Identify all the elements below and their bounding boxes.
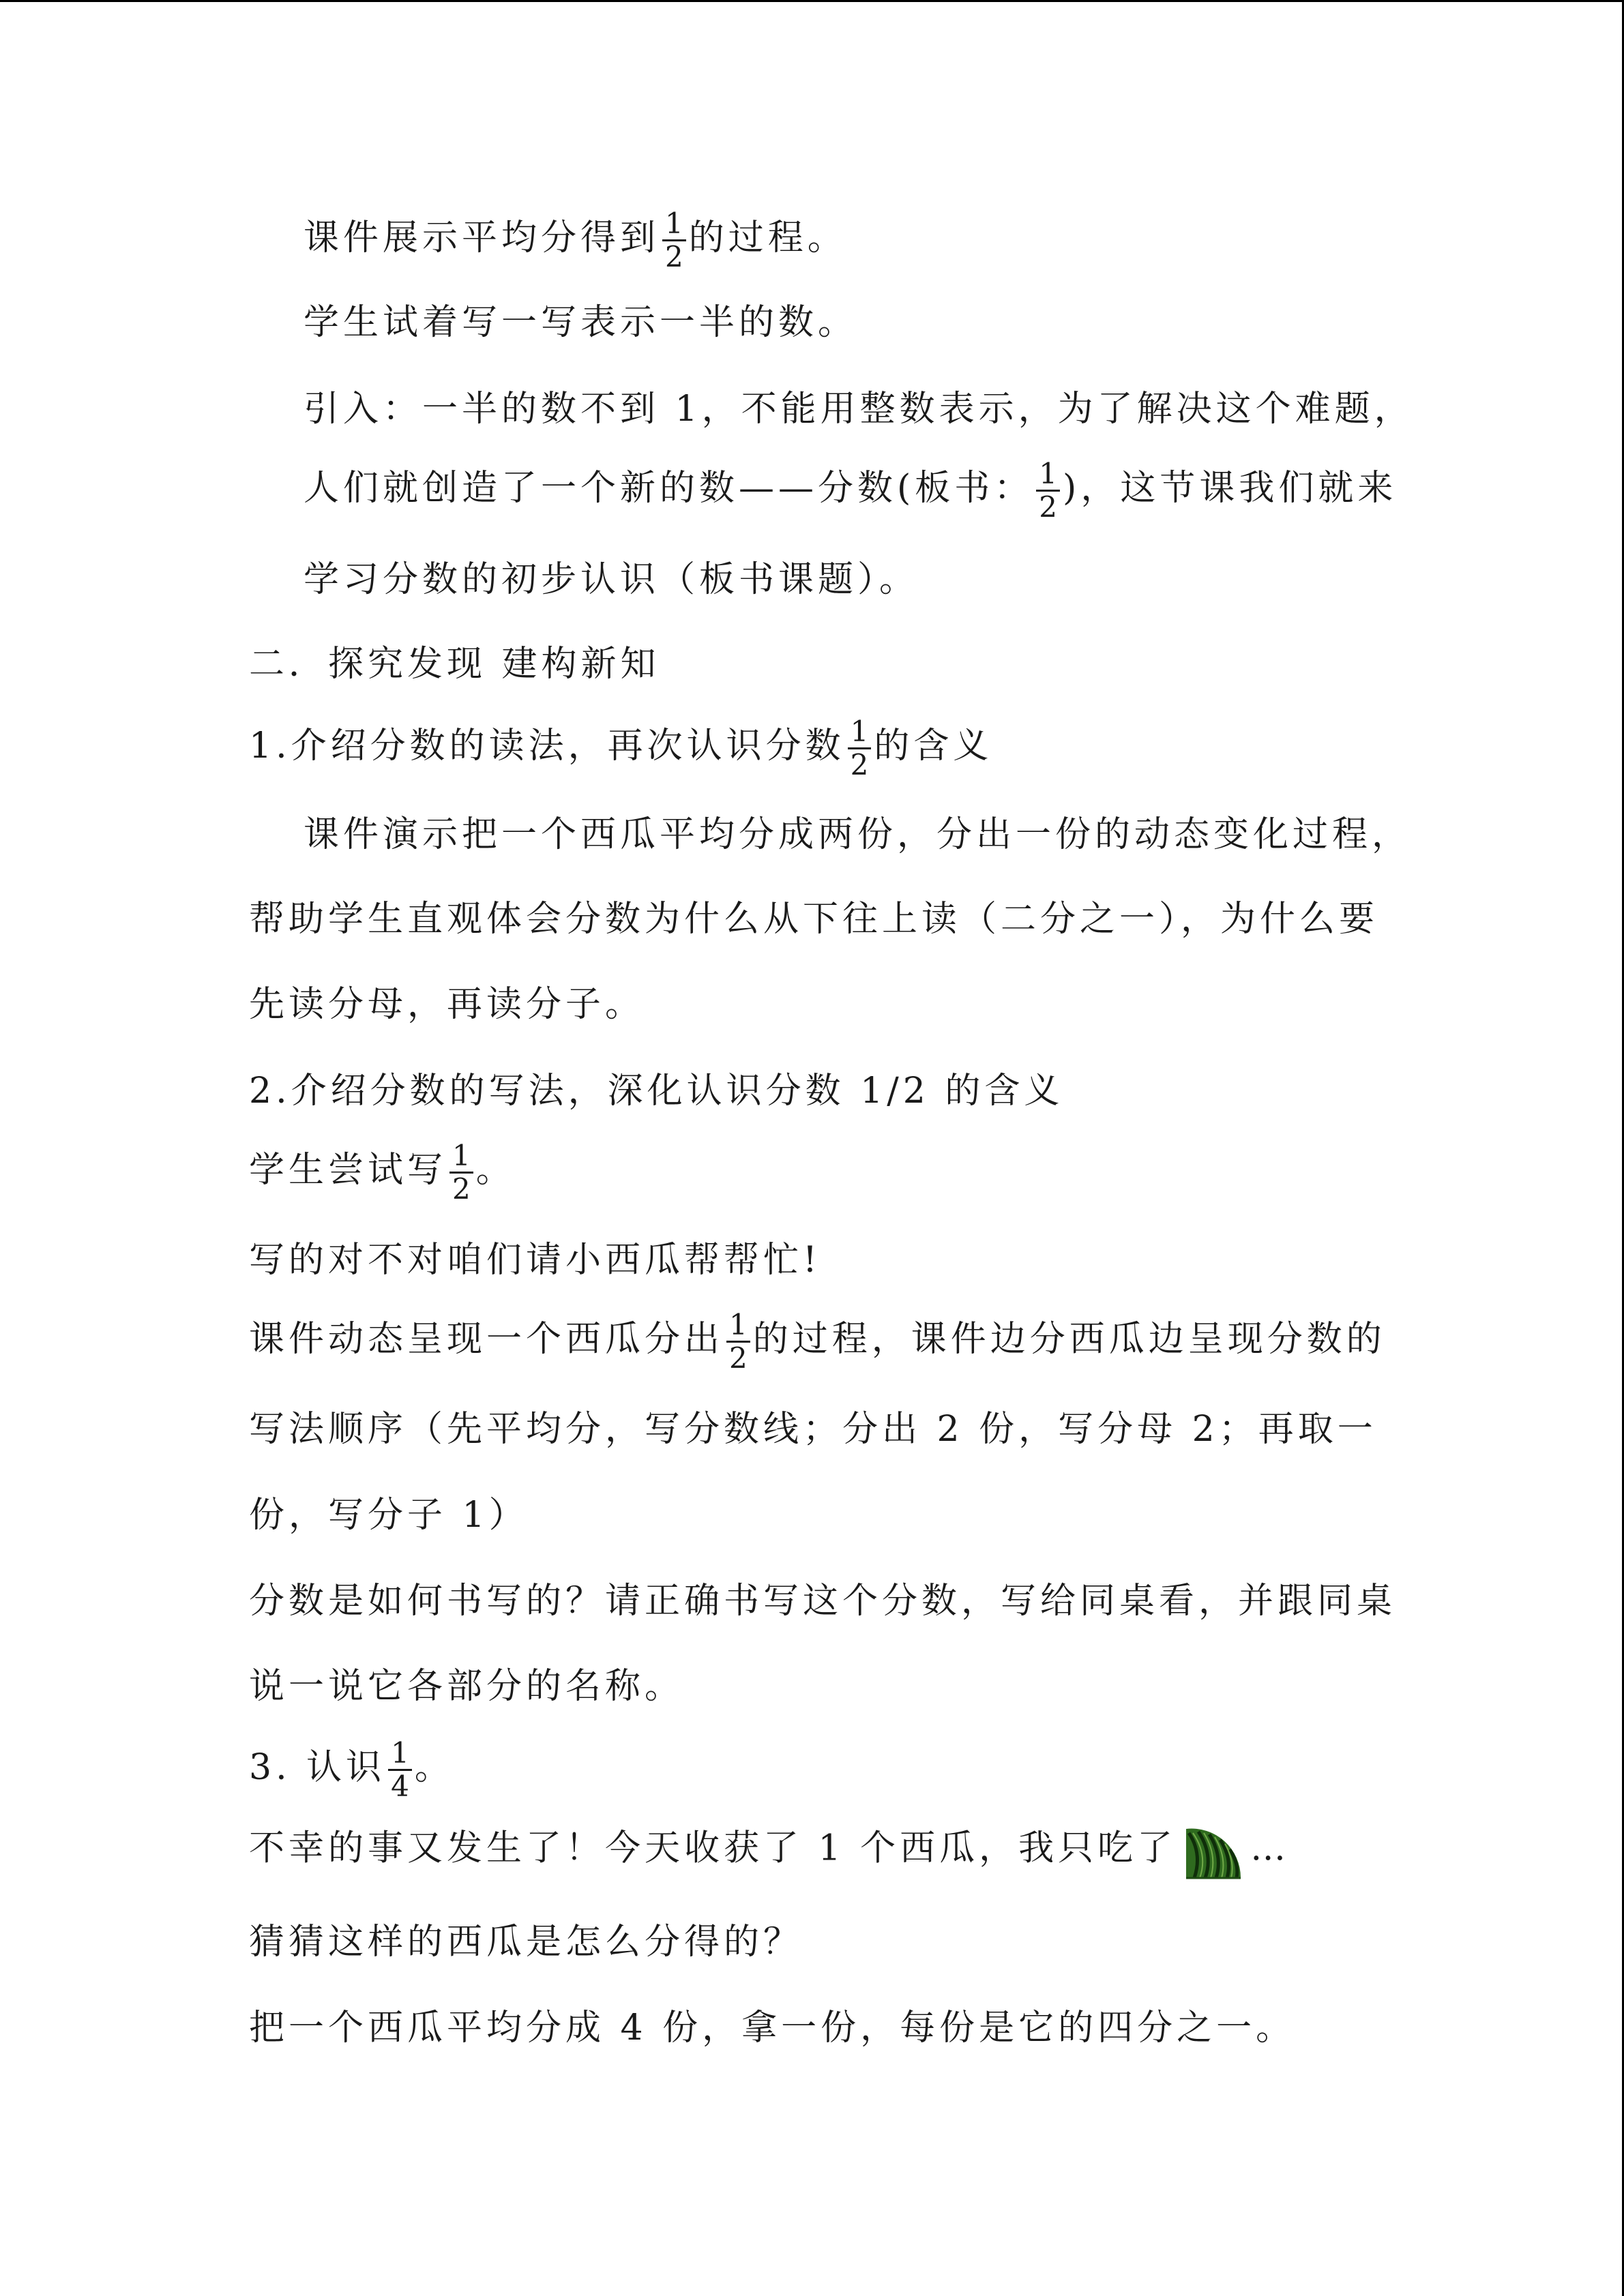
line-courseware-half bbox=[304, 208, 847, 273]
text: 的过程。 bbox=[688, 218, 847, 258]
numerator: 1 bbox=[1036, 458, 1060, 492]
text: … bbox=[1250, 1828, 1290, 1869]
denominator: 4 bbox=[391, 1770, 409, 1803]
subheading-3 bbox=[249, 1738, 454, 1802]
denominator: 2 bbox=[729, 1341, 748, 1375]
numerator: 1 bbox=[388, 1738, 412, 1771]
paragraph-2-line-3 bbox=[249, 1309, 1386, 1374]
section-heading-2: 二．探究发现 建构新知 bbox=[249, 644, 660, 685]
text: 课件展示平均分得到 bbox=[304, 218, 660, 258]
text: 的含义 bbox=[874, 726, 993, 766]
page-border-top bbox=[0, 0, 1624, 2]
subheading-2: 2.介绍分数的写法，深化认识分数 1/2 的含义 bbox=[249, 1071, 1064, 1112]
line-students-write: 学生试着写一写表示一半的数。 bbox=[304, 302, 858, 343]
line-create-fraction bbox=[304, 458, 1397, 523]
text: )，这节课我们就来 bbox=[1063, 468, 1398, 509]
denominator: 2 bbox=[452, 1172, 471, 1206]
paragraph-1-line-3: 先读分母，再读分子。 bbox=[249, 984, 645, 1025]
watermelon-quarter-icon bbox=[1182, 1819, 1245, 1882]
paragraph-2-line-5: 份，写分子 1） bbox=[249, 1495, 529, 1536]
fraction-half bbox=[726, 1309, 750, 1374]
numerator: 1 bbox=[848, 716, 872, 749]
fraction-half bbox=[662, 208, 686, 273]
text: 课件动态呈现一个西瓜分出 bbox=[249, 1319, 724, 1360]
text: 的过程，课件边分西瓜边呈现分数的 bbox=[752, 1319, 1386, 1360]
paragraph-3-line-3: 把一个西瓜平均分成 4 份，拿一份，每份是它的四分之一。 bbox=[249, 2008, 1296, 2048]
fraction-half bbox=[449, 1140, 473, 1205]
denominator: 2 bbox=[665, 240, 683, 273]
paragraph-2-line-6: 分数是如何书写的？请正确书写这个分数，写给同桌看，并跟同桌 bbox=[249, 1581, 1397, 1622]
paragraph-1-line-1: 课件演示把一个西瓜平均分成两份，分出一份的动态变化过程， bbox=[304, 814, 1412, 855]
paragraph-2-line-4: 写法顺序（先平均分，写分数线；分出 2 份，写分母 2；再取一 bbox=[249, 1409, 1377, 1450]
denominator: 2 bbox=[850, 748, 869, 781]
paragraph-3-line-2: 猜猜这样的西瓜是怎么分得的？ bbox=[249, 1922, 803, 1963]
paragraph-2-line-2: 写的对不对咱们请小西瓜帮帮忙! bbox=[249, 1240, 821, 1281]
paragraph-1-line-2: 帮助学生直观体会分数为什么从下往上读（二分之一），为什么要 bbox=[249, 899, 1379, 940]
text: 3. 认识 bbox=[249, 1747, 386, 1788]
fraction-quarter bbox=[388, 1738, 412, 1802]
paragraph-2-line-7: 说一说它各部分的名称。 bbox=[249, 1666, 685, 1707]
fraction-half bbox=[848, 716, 872, 781]
text: 学生尝试写 bbox=[249, 1150, 447, 1191]
numerator: 1 bbox=[449, 1140, 473, 1174]
text: 1.介绍分数的读法，再次认识分数 bbox=[249, 726, 845, 766]
paragraph-2-line-1 bbox=[249, 1140, 516, 1205]
numerator: 1 bbox=[726, 1309, 750, 1343]
line-lesson-title: 学习分数的初步认识（板书课题）。 bbox=[304, 559, 919, 600]
line-introduction: 引入：一半的数不到 1，不能用整数表示，为了解决这个难题， bbox=[304, 389, 1414, 430]
text: 人们就创造了一个新的数——分数(板书： bbox=[304, 468, 1034, 509]
subheading-1 bbox=[249, 716, 992, 781]
paragraph-3-line-1 bbox=[249, 1819, 1290, 1882]
numerator: 1 bbox=[662, 208, 686, 241]
text: 。 bbox=[414, 1747, 454, 1788]
denominator: 2 bbox=[1039, 490, 1058, 524]
text: 不幸的事又发生了！今天收获了 1 个西瓜，我只吃了 bbox=[249, 1828, 1177, 1869]
fraction-half bbox=[1036, 458, 1060, 523]
text: 。 bbox=[475, 1150, 516, 1191]
